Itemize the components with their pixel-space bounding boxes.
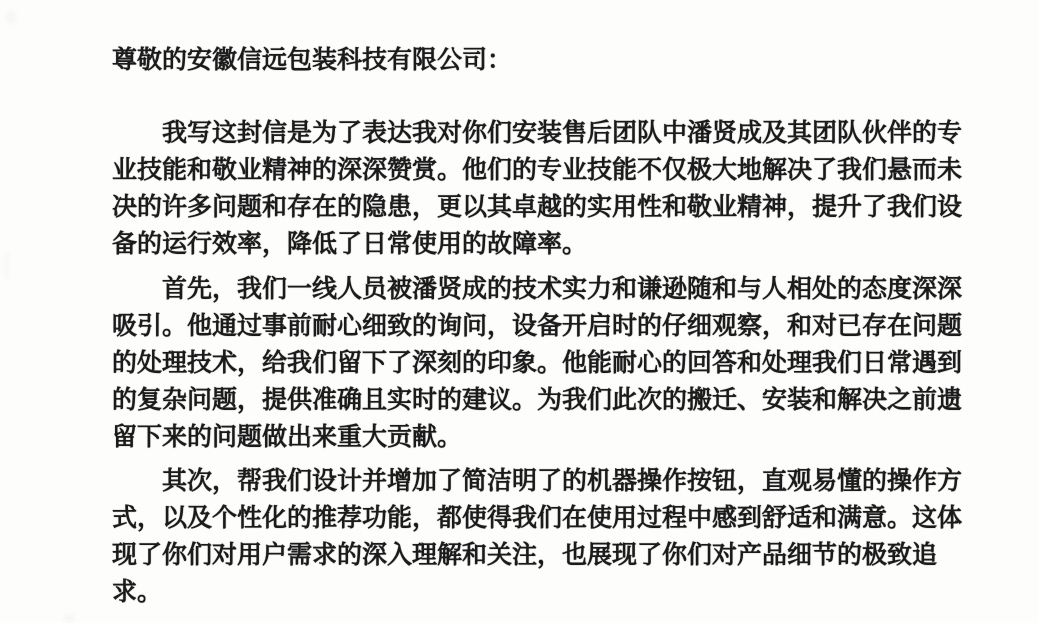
letter-line: 我写这封信是为了表达我对你们安装售后团队中潘贤成及其团队伙伴的专 [162,120,963,147]
scan-artifact [64,614,74,622]
letter-body [112,42,968,611]
letter-line: 其次，帮我们设计并增加了简洁明了的机器操作按钮，直观易懂的操作方 [162,468,963,495]
letter-line: 求。 [112,579,163,606]
paragraph-appreciation [112,115,968,263]
letter-line: 首先，我们一线人员被潘贤成的技术实力和谦逊随和与人相处的态度深深 [162,276,963,303]
scan-artifact [6,10,16,24]
letter-line: 备的运行效率，降低了日常使用的故障率。 [112,231,588,258]
paragraph-first-point [112,271,968,456]
salutation-line: 尊敬的安徽信远包装科技有限公司： [112,47,513,74]
letter-line: 式，以及个性化的推荐功能，都使得我们在使用过程中感到舒适和满意。这体 [112,505,963,532]
letter-line: 的复杂问题，提供准确且实时的建议。为我们此次的搬迁、安装和解决之前遗 [112,387,963,414]
paragraph-second-point [112,463,968,611]
letter-line: 的处理技术，给我们留下了深刻的印象。他能耐心的回答和处理我们日常遇到 [112,350,963,377]
letter-line: 现了你们对用户需求的深入理解和关注，也展现了你们对产品细节的极致追 [112,542,938,569]
scan-artifact [4,250,10,280]
letter-line: 吸引。他通过事前耐心细致的询问，设备开启时的仔细观察，和对已存在问题 [112,313,963,340]
letter-line: 业技能和敬业精神的深深赞赏。他们的专业技能不仅极大地解决了我们悬而未 [112,157,963,184]
letter-line: 留下来的问题做出来重大贡献。 [112,424,463,451]
letter-line: 决的许多问题和存在的隐患，更以其卓越的实用性和敬业精神，提升了我们设 [112,194,963,221]
